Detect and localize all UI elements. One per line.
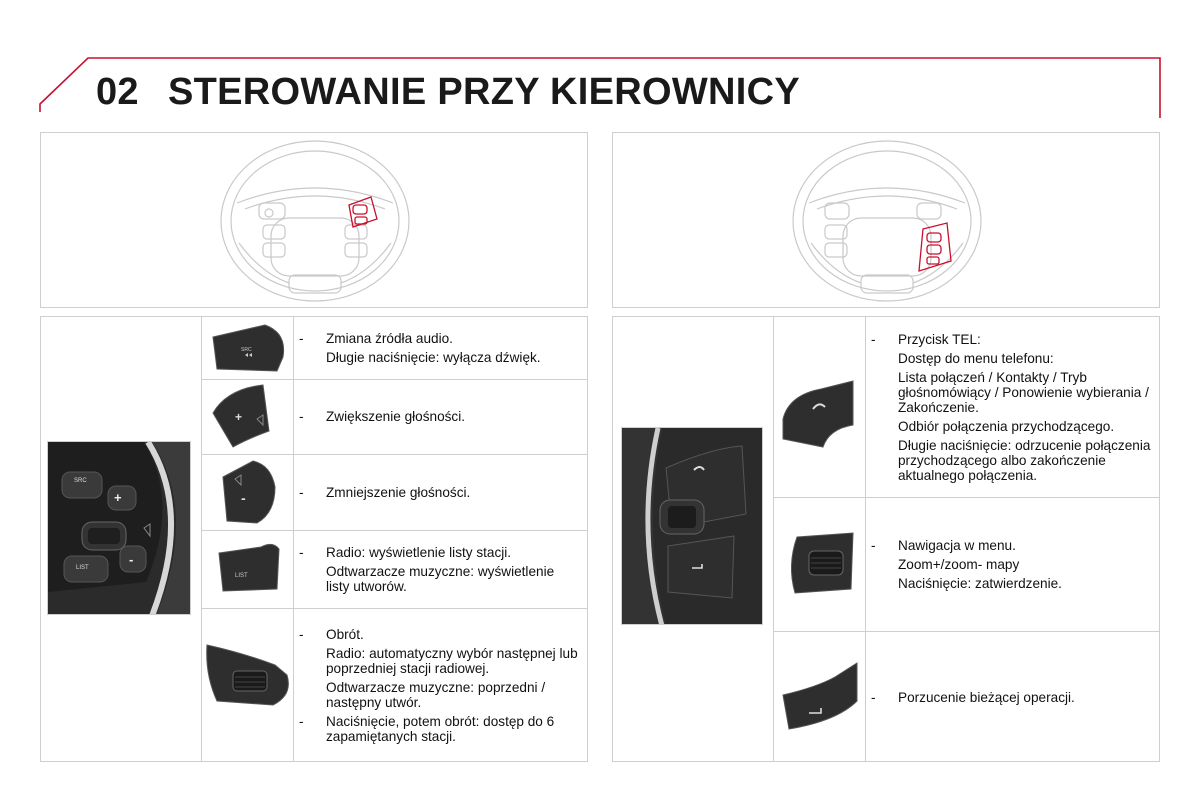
- column-divider: [773, 317, 774, 761]
- src-button-icon: [207, 323, 289, 375]
- scroll-wheel-icon: [203, 635, 293, 709]
- row-text: Porzucenie bieżącej operacji.: [898, 689, 1075, 705]
- row-text: Odbiór połączenia przychodzącego.: [898, 418, 1115, 434]
- row-text: Zwiększenie głośności.: [326, 409, 466, 424]
- volume-down-button-icon: [213, 457, 285, 527]
- row-text: Radio: automatyczny wybór następnej lub poprzedniej stacji radiowej.: [326, 646, 578, 676]
- column-divider: [201, 317, 202, 761]
- right-row-3: [871, 631, 1153, 763]
- column-divider: [293, 317, 294, 761]
- plus-label: +: [114, 490, 122, 505]
- svg-text:+: +: [235, 410, 243, 424]
- row-text: Przycisk TEL:: [898, 331, 981, 347]
- bullet-dash: -: [299, 627, 304, 642]
- left-row-5: [299, 608, 581, 763]
- row-text: Naciśnięcie, potem obrót: dostęp do 6 zapamiętanych stacji.: [326, 714, 555, 744]
- row-text: Naciśnięcie: zatwierdzenie.: [898, 575, 1062, 591]
- svg-text:SRC: SRC: [241, 347, 252, 353]
- svg-text:LIST: LIST: [235, 573, 248, 579]
- scroll-wheel-icon: [785, 531, 861, 597]
- row-text: Zoom+/zoom- mapy: [898, 556, 1020, 572]
- right-controls-photo: [621, 427, 763, 625]
- row-text: Radio: wyświetlenie listy stacji.: [326, 544, 512, 560]
- left-row-4: [299, 530, 581, 608]
- volume-up-button-icon: [207, 383, 289, 451]
- bullet-dash: -: [299, 409, 304, 424]
- page-header: [0, 0, 1200, 130]
- left-row-2: [299, 379, 581, 454]
- list-label: LIST: [76, 565, 89, 571]
- row-text: Lista połączeń / Kontakty / Tryb głośnomówiący / Ponowienie wybierania / Zakończenie.: [898, 369, 1149, 415]
- left-controls-table: [40, 316, 588, 762]
- left-row-1: [299, 317, 581, 379]
- bullet-dash: -: [299, 331, 304, 346]
- right-row-1: [871, 317, 1153, 497]
- svg-text:-: -: [241, 490, 246, 506]
- left-controls-photo: [47, 441, 191, 615]
- row-text: Odtwarzacze muzyczne: poprzedni / następny utwór.: [326, 680, 546, 710]
- row-text: Dostęp do menu telefonu:: [898, 350, 1054, 366]
- steering-wheel-icon: [613, 133, 1161, 309]
- minus-label: -: [129, 552, 134, 567]
- bullet-dash: -: [299, 714, 304, 729]
- row-text: Zmiana źródła audio.: [326, 331, 453, 346]
- column-divider: [865, 317, 866, 761]
- row-text: Nawigacja w menu.: [898, 537, 1016, 553]
- steering-wheel-icon: [41, 133, 589, 309]
- bullet-dash: -: [299, 544, 304, 560]
- row-text: Zmniejszenie głośności.: [326, 484, 471, 500]
- right-controls-table: [612, 316, 1160, 762]
- src-label: SRC: [74, 478, 87, 484]
- bullet-dash: -: [871, 537, 876, 553]
- row-text: Długie naciśnięcie: wyłącza dźwięk.: [326, 350, 541, 365]
- phone-button-icon: [777, 379, 861, 451]
- left-wheel-diagram: [40, 132, 588, 308]
- row-text: Długie naciśnięcie: odrzucenie połączenia przychodzącego albo zakończenie aktualnego połączenia.: [898, 437, 1151, 483]
- row-text: Odtwarzacze muzyczne: wyświetlenie listy utworów.: [326, 563, 555, 594]
- right-row-2: [871, 497, 1153, 631]
- highlight-right-controls: [919, 223, 951, 271]
- bullet-dash: -: [871, 689, 876, 705]
- right-wheel-diagram: [612, 132, 1160, 308]
- left-row-3: [299, 454, 581, 530]
- section-number: 02: [96, 71, 139, 113]
- row-text: Obrót.: [326, 627, 364, 642]
- bullet-dash: -: [871, 331, 876, 347]
- back-button-icon: [777, 661, 861, 731]
- page-title: STEROWANIE PRZY KIEROWNICY: [168, 71, 801, 113]
- bullet-dash: -: [299, 484, 304, 500]
- list-button-icon: [213, 539, 289, 599]
